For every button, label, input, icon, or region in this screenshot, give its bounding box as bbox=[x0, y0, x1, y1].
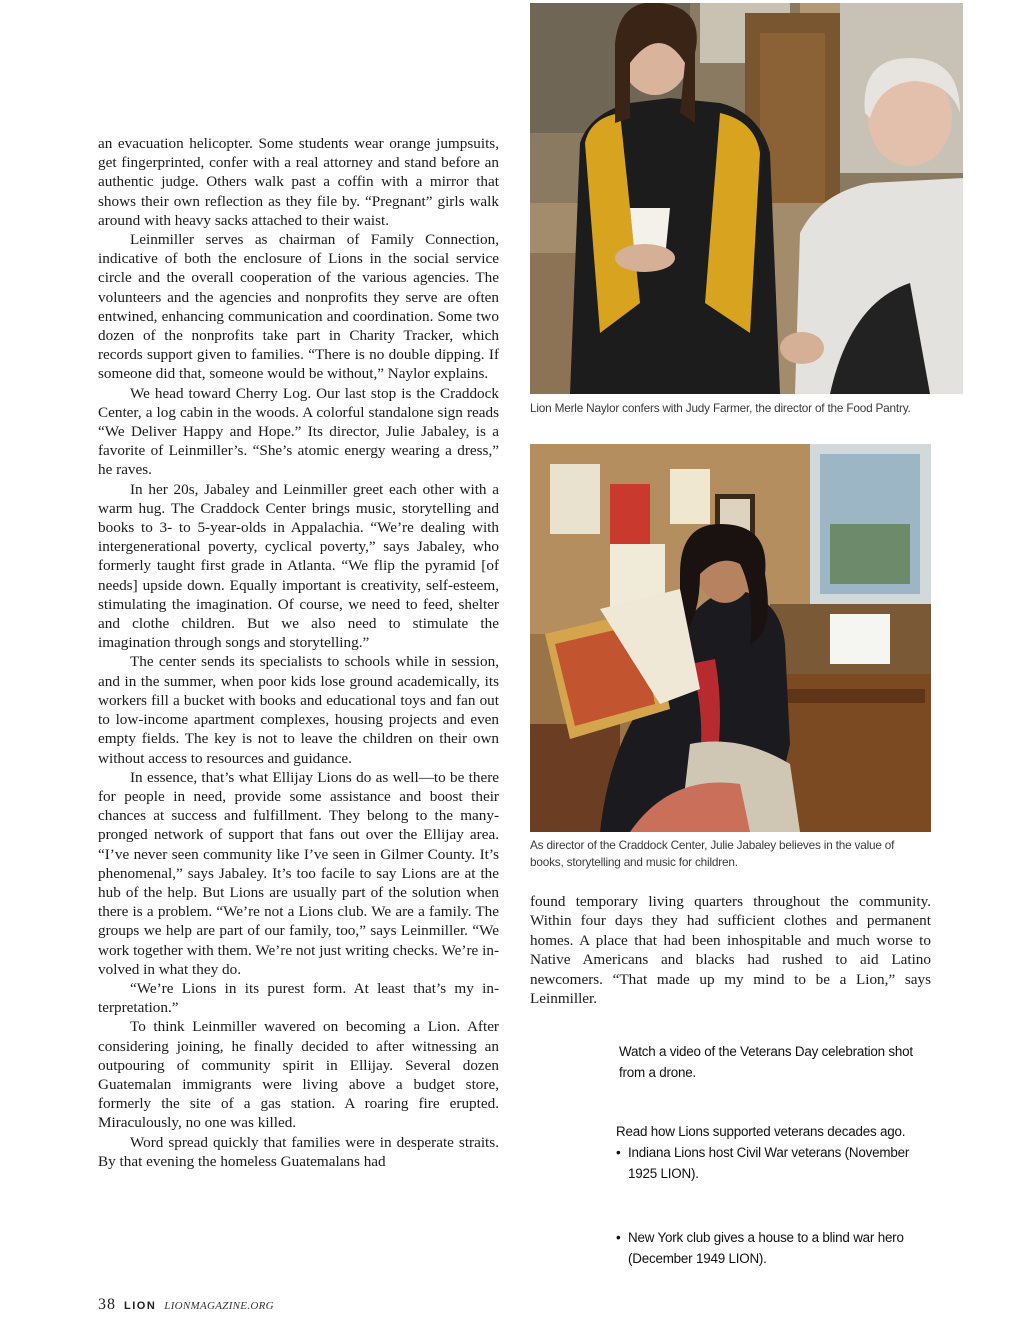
page-number: 38 bbox=[98, 1296, 116, 1313]
article-paragraph: To think Leinmiller wavered on becoming a Lion. After considering joining, he finally decided to after witnessing an outpouring of community spirit in Ellijay. Several dozen Guatemalan immigrants were living above a budget store, formerly the site of a gas station. A roaring fire erupted. Miraculously, no one was killed. bbox=[98, 1018, 499, 1132]
article-paragraph: Leinmiller serves as chairman of Family Connection, indicative of both the enclosure of Lions in the social service circle and the overall cooperation of the various agencies. The volunteers and the agencies and nonprofits they serve are often entwined, enhancing communication and coordination. Some two dozen of the nonprofits take part in Charity Tracker, which records support given to families. “There is no double dipping. If someone did that, someone would be without,” Naylor explains. bbox=[98, 231, 499, 383]
photo-jabaley-illustration bbox=[530, 444, 931, 832]
article-left-column bbox=[98, 134, 499, 1171]
article-paragraph: In her 20s, Jabaley and Leinmiller greet each other with a warm hug. The Craddock Center brings music, storytelling and books to 3- to 5-year-olds in Appalachia. “We’re dealing with intergenerational poverty, cyclical poverty,” says Jabaley, who formerly taught first grade in Atlanta. “We flip the pyramid [of needs] upside down. Equally important is creativity, self-esteem, stimulating the imagination. Of course, we need to feed, shelter and clothe children. But we also need to stimulate the imagination through songs and storytelling.” bbox=[98, 480, 499, 652]
article-paragraph: The center sends its specialists to schools while in session, and in the summer, when poor kids lose ground academically, its workers fill a bucket with books and educational toys and fan out to low-income apartment complexes, housing projects and even empty fields. The key is not to leave the children on their own without access to resources and guidance. bbox=[98, 653, 499, 767]
archive-link-new-york[interactable] bbox=[616, 1227, 928, 1269]
article-paragraph: “We’re Lions in its purest form. At least that’s my interpretation.” bbox=[98, 979, 499, 1017]
read-more-intro: Read how Lions supported veterans decades ago. bbox=[616, 1124, 906, 1139]
video-link[interactable]: Watch a video of the Veterans Day celebration shot from a drone. bbox=[619, 1044, 913, 1080]
archive-link-label: Indiana Lions host Civil War veterans (November 1925 LION). bbox=[628, 1145, 910, 1181]
bullet-point: • bbox=[616, 1145, 621, 1160]
photo-jabaley-caption: As director of the Craddock Center, Julie Jabaley believes in the value of books, storytelling and music for children. bbox=[530, 838, 895, 869]
photo-naylor-farmer-illustration bbox=[530, 3, 963, 394]
magazine-name: LION bbox=[124, 1300, 157, 1312]
page-footer bbox=[98, 1296, 274, 1314]
article-paragraph: Word spread quickly that families were in desperate straits. By that evening the homeless Guatemalans had bbox=[98, 1133, 499, 1170]
article-paragraph: In essence, that’s what Ellijay Lions do as well—to be there for people in need, provide some assistance and boost their chances at success and fulfillment. They belong to the many-pronged network of support that fans out over the Ellijay area. “I’ve never seen community like I’ve seen in Gilmer County. It’s phenomenal,” says Jabaley. It’s too facile to say Lions are at the hub of the help. But Lions are usually part of the solution when there is a problem. “We’re not a Lions club. We are a family. The groups we help are part of our family, too,” says Leinmiller. “We work together with them. We’re not just writing checks. We’re involved in what they do. bbox=[98, 768, 499, 978]
archive-link-label: New York club gives a house to a blind war hero (December 1949 LION). bbox=[628, 1230, 904, 1266]
article-continuation bbox=[530, 892, 931, 1008]
archive-link-indiana[interactable] bbox=[616, 1142, 928, 1184]
photo-jabaley bbox=[530, 444, 931, 832]
article-paragraph: an evacuation helicopter. Some students wear orange jumpsuits, get fingerprinted, confer with a real attorney and stand before an authentic judge. Others walk past a coffin with a mirror that shows their own reflection as they file by. “Pregnant” girls walk around with heavy sacks attached to their waist. bbox=[98, 135, 499, 229]
bullet-point: • bbox=[616, 1230, 621, 1245]
photo-naylor-farmer bbox=[530, 3, 963, 394]
article-paragraph: found temporary living quarters throughout the community. Within four days they had sufficient clothes and permanent homes. A place that had been inhospitable and much worse to Native Americans and blacks had rushed to aid Latino newcomers. “That made up my mind to be a Lion,” says Leinmiller. bbox=[530, 893, 931, 1008]
article-paragraph: We head toward Cherry Log. Our last stop is the Craddock Center, a log cabin in the woods. A colorful standalone sign reads “We Deliver Happy and Hope.” Its director, Julie Jabaley, is a favorite of Leinmiller’s. “She’s atomic energy wearing a dress,” he raves. bbox=[98, 384, 499, 479]
photo-naylor-farmer-caption: Lion Merle Naylor confers with Judy Farmer, the director of the Food Pantry. bbox=[530, 401, 911, 415]
magazine-url[interactable]: LIONMAGAZINE.ORG bbox=[164, 1300, 274, 1312]
